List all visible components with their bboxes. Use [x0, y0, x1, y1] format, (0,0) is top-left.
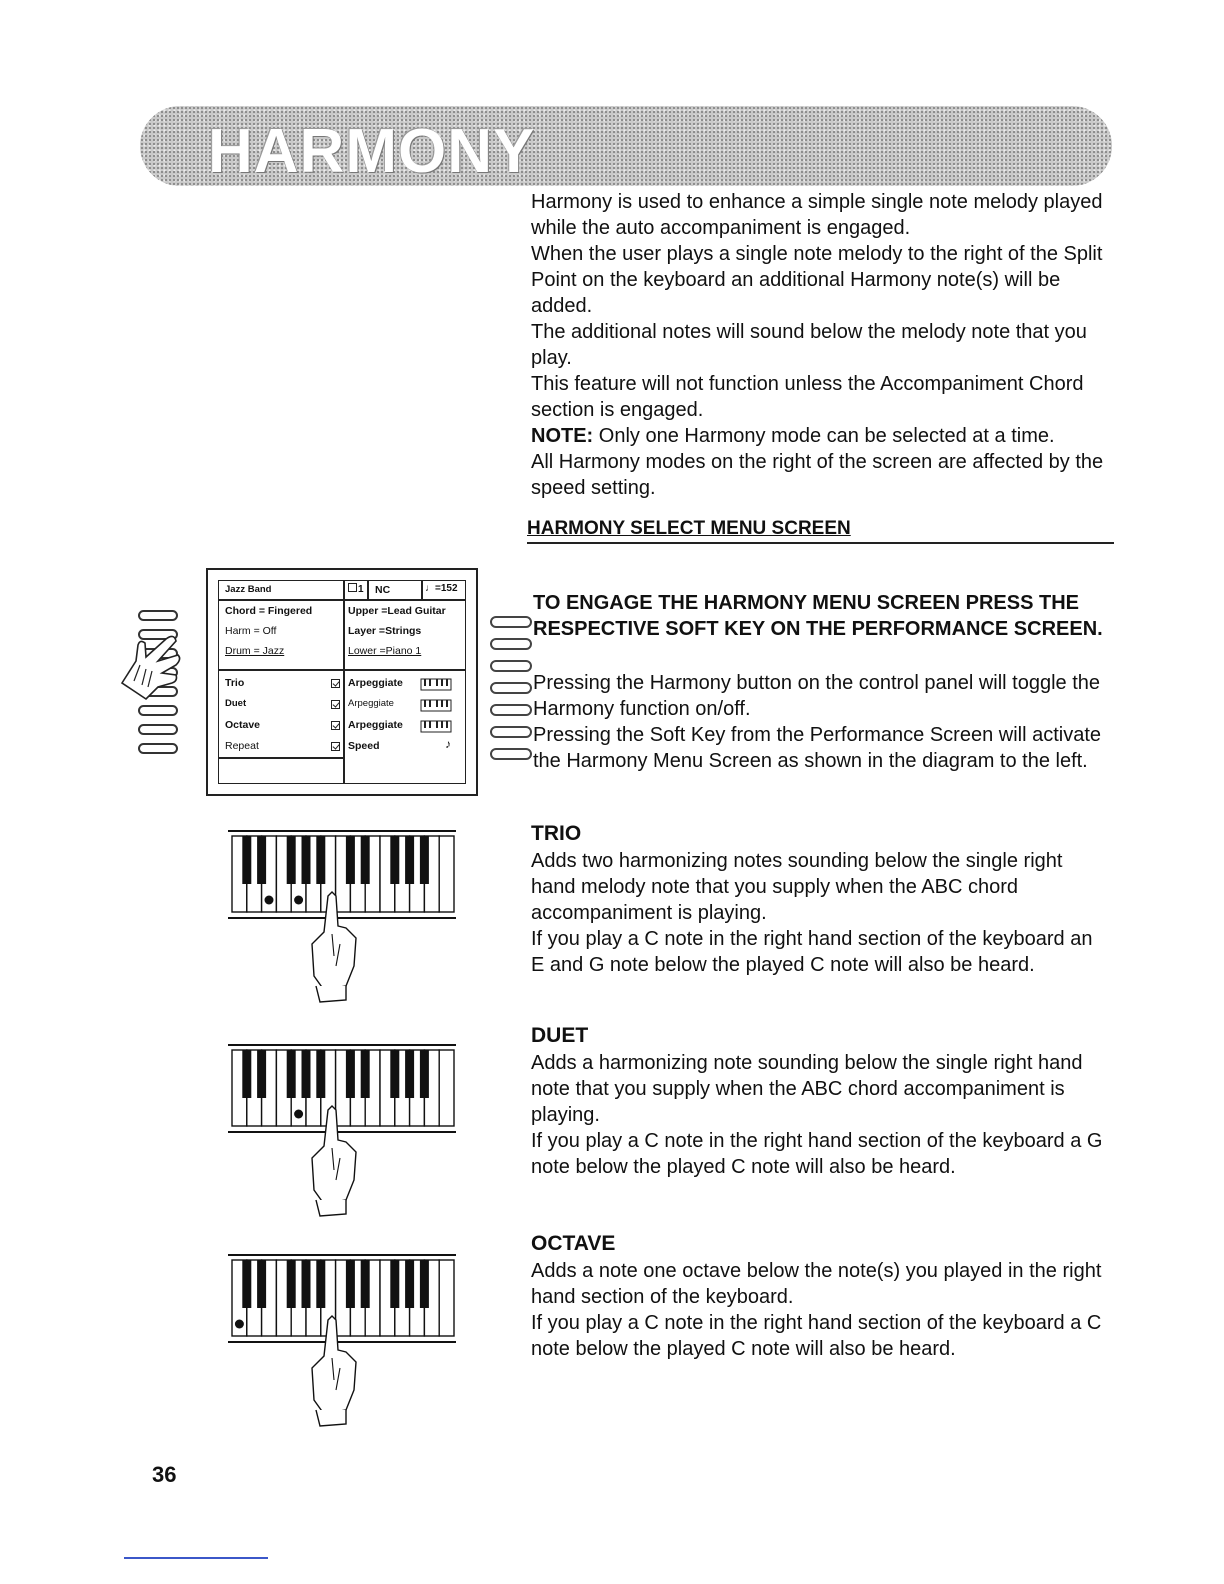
intro-paragraph: Harmony is used to enhance a simple single note melody played while the auto accompaniment is engaged. — [531, 191, 1103, 239]
lcd-tempo: ♩=152 — [425, 583, 458, 594]
mode-duet[interactable]: Duet — [225, 698, 247, 709]
black-key — [242, 1050, 251, 1098]
hand-cuff — [316, 1200, 346, 1216]
black-key — [405, 836, 414, 884]
mode-octave[interactable]: Octave — [225, 719, 261, 731]
intro-paragraph: All Harmony modes on the right of the screen are affected by the speed setting. — [531, 451, 1104, 499]
lcd-harm-status[interactable]: Harm = Off — [225, 625, 277, 637]
lcd-chord-name: NC — [375, 584, 391, 596]
section-heading: HARMONY SELECT MENU SCREEN — [527, 518, 1114, 544]
black-key — [287, 1260, 296, 1308]
soft-key[interactable] — [490, 704, 532, 716]
lcd-lower-voice[interactable]: Lower =Piano 1 — [348, 645, 422, 657]
lcd-divider — [421, 581, 423, 599]
black-key — [257, 1050, 266, 1098]
black-key — [361, 1050, 370, 1098]
note-dot — [294, 896, 303, 905]
duet-heading: DUET — [531, 1024, 589, 1047]
black-key — [361, 1260, 370, 1308]
black-key — [242, 836, 251, 884]
black-key — [420, 1260, 429, 1308]
black-key — [346, 836, 355, 884]
lcd-style-name: Jazz Band — [225, 584, 272, 595]
soft-key[interactable] — [490, 638, 532, 650]
white-key — [439, 1260, 454, 1336]
lcd-divider — [219, 669, 465, 671]
intro-paragraph: When the user plays a single note melody to the right of the Split Point on the keyboard an additional Harmony note(s) will be added. — [531, 243, 1103, 317]
duet-description — [531, 1050, 1111, 1180]
soft-key[interactable] — [138, 610, 178, 621]
black-key — [346, 1260, 355, 1308]
black-key — [257, 1260, 266, 1308]
trio-paragraph: If you play a C note in the right hand section of the keyboard an E and G note below the played C note will also be heard. — [531, 928, 1093, 976]
mode-trio[interactable]: Trio — [225, 677, 245, 689]
engage-paragraph: Pressing the Harmony button on the control panel will toggle the Harmony function on/off. — [533, 672, 1101, 720]
lcd-divider — [219, 599, 465, 601]
hand-cuff — [316, 1410, 346, 1426]
black-key — [242, 1260, 251, 1308]
black-key — [405, 1260, 414, 1308]
black-key — [302, 1050, 311, 1098]
trio-keyboard-diagram — [228, 826, 460, 1006]
trio-description — [531, 848, 1111, 978]
black-key — [257, 836, 266, 884]
octave-paragraph: If you play a C note in the right hand section of the keyboard a C note below the played C note will also be heard. — [531, 1312, 1102, 1360]
note-dot — [265, 896, 274, 905]
page-title: HARMONY — [208, 117, 536, 186]
trio-heading: TRIO — [531, 822, 582, 845]
hand-cuff — [316, 986, 346, 1002]
engage-text — [533, 670, 1113, 774]
intro-section — [531, 189, 1111, 501]
note-label: NOTE: — [531, 425, 594, 447]
quarter-note-icon: ♩ — [425, 583, 435, 594]
black-key — [390, 1260, 399, 1308]
black-key — [316, 836, 325, 884]
black-key — [361, 836, 370, 884]
note-paragraph — [531, 423, 1111, 449]
octave-keyboard-diagram — [228, 1250, 460, 1430]
octave-paragraph: Adds a note one octave below the note(s) you played in the right hand section of the keyboard. — [531, 1260, 1102, 1308]
speed-label: Speed — [348, 740, 380, 752]
measure-icon — [348, 583, 357, 592]
white-key — [439, 1050, 454, 1126]
intro-paragraph: This feature will not function unless the Accompaniment Chord section is engaged. — [531, 373, 1084, 421]
lcd-layer-voice[interactable]: Layer =Strings — [348, 625, 422, 637]
checkbox[interactable] — [331, 721, 340, 730]
checkbox[interactable] — [331, 742, 340, 751]
soft-key[interactable] — [490, 660, 532, 672]
black-key — [287, 1050, 296, 1098]
mode-repeat[interactable]: Repeat — [225, 740, 259, 752]
black-key — [405, 1050, 414, 1098]
duet-paragraph: Adds a harmonizing note sounding below the single right hand note that you supply when the ABC chord accompaniment is playing. — [531, 1052, 1083, 1126]
black-key — [316, 1260, 325, 1308]
lcd-chord-mode[interactable]: Chord = Fingered — [225, 605, 313, 617]
engage-paragraph: Pressing the Soft Key from the Performance Screen will activate the Harmony Menu Screen as shown in the diagram to the left. — [533, 724, 1102, 772]
note-dot — [235, 1320, 244, 1329]
soft-key[interactable] — [138, 724, 178, 735]
note-dot — [294, 1110, 303, 1119]
black-key — [390, 836, 399, 884]
mini-keyboard-icon — [419, 677, 453, 737]
black-key — [316, 1050, 325, 1098]
soft-key[interactable] — [490, 748, 532, 760]
arpeggiate-label: Arpeggiate — [348, 698, 394, 709]
harmony-menu-screen — [206, 568, 478, 796]
footer-rule — [124, 1557, 268, 1559]
lcd-divider — [219, 757, 343, 759]
soft-key[interactable] — [490, 616, 532, 628]
engage-heading: TO ENGAGE THE HARMONY MENU SCREEN PRESS THE RESPECTIVE SOFT KEY ON THE PERFORMANCE SCREEN. — [533, 592, 1103, 640]
white-key — [439, 836, 454, 912]
soft-key[interactable] — [490, 726, 532, 738]
page-number: 36 — [152, 1462, 177, 1487]
checkbox[interactable] — [331, 679, 340, 688]
lcd-display — [218, 580, 466, 784]
trio-paragraph: Adds two harmonizing notes sounding below the single right hand melody note that you supply when the ABC chord accompaniment is playing. — [531, 850, 1063, 924]
black-key — [420, 836, 429, 884]
black-key — [287, 836, 296, 884]
pointing-hand-icon — [118, 625, 196, 715]
lcd-measure: 1 — [348, 583, 364, 595]
checkbox[interactable] — [331, 700, 340, 709]
black-key — [302, 836, 311, 884]
duet-paragraph: If you play a C note in the right hand section of the keyboard a G note below the played C note will also be heard. — [531, 1130, 1103, 1178]
lcd-divider — [343, 581, 345, 783]
lcd-upper-voice[interactable]: Upper =Lead Guitar — [348, 605, 446, 617]
black-key — [346, 1050, 355, 1098]
note-text: Only one Harmony mode can be selected at a time. — [593, 425, 1055, 447]
lcd-drum[interactable]: Drum = Jazz — [225, 645, 285, 657]
lcd-divider — [367, 581, 369, 599]
octave-description — [531, 1258, 1111, 1362]
title-banner — [140, 106, 1112, 186]
arpeggiate-label: Arpeggiate — [348, 719, 403, 731]
note-icon: ♪ — [445, 737, 451, 751]
octave-heading: OCTAVE — [531, 1232, 616, 1255]
black-key — [420, 1050, 429, 1098]
soft-key[interactable] — [138, 743, 178, 754]
black-key — [390, 1050, 399, 1098]
intro-paragraph: The additional notes will sound below the melody note that you play. — [531, 321, 1087, 369]
arpeggiate-label: Arpeggiate — [348, 677, 403, 689]
soft-key[interactable] — [490, 682, 532, 694]
black-key — [302, 1260, 311, 1308]
duet-keyboard-diagram — [228, 1040, 460, 1220]
